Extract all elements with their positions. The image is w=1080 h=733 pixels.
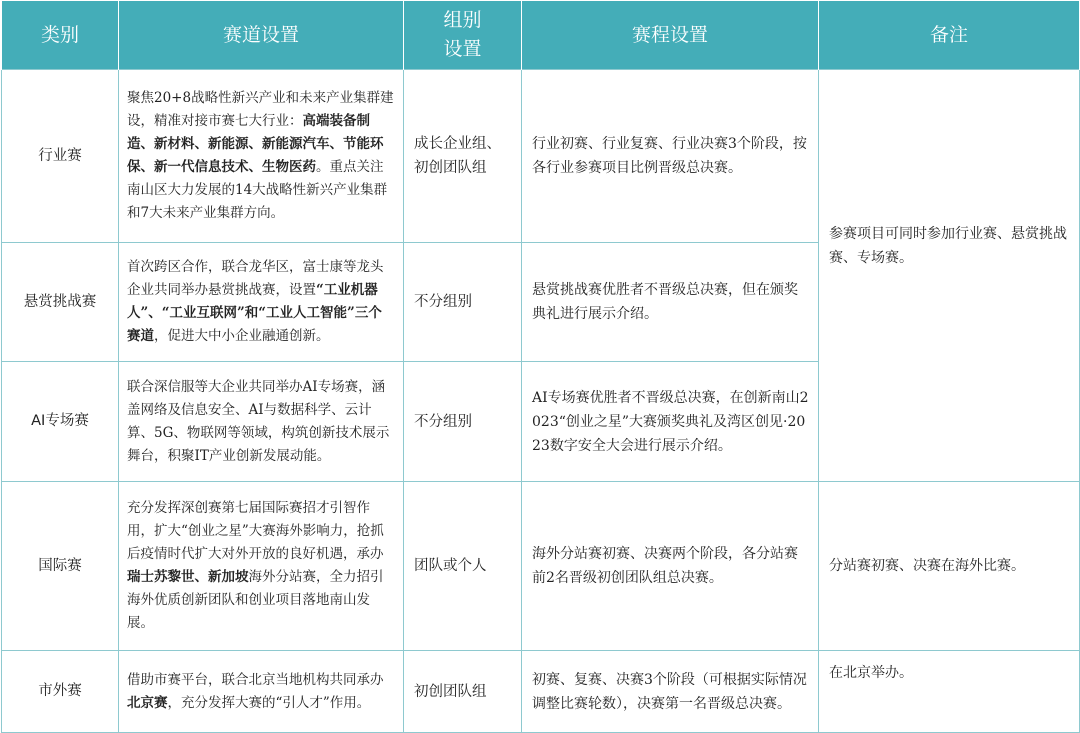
- row-track: [119, 243, 404, 362]
- track-text: ，充分发挥大赛的“引人才”作用。: [167, 694, 371, 711]
- track-text: 聚焦20+8战略性新兴产业和未来产业集群建设，精准对接市赛七大行业：: [127, 90, 394, 129]
- row-schedule: 初赛、复赛、决赛3个阶段（可根据实际情况调整比赛轮数），决赛第一名晋级总决赛。: [522, 651, 819, 733]
- row-track: [119, 70, 404, 243]
- row-schedule: 海外分站赛初赛、决赛两个阶段，各分站赛前2名晋级初创团队组总决赛。: [522, 482, 819, 651]
- header-schedule: 赛程设置: [522, 1, 819, 70]
- track-text-bold: 北京赛: [127, 694, 168, 711]
- track-text-bold: 高端装备制造、新材料、新能源、新能源汽车、节能环保、新一代信息技术、生物医药: [127, 113, 384, 175]
- header-group: [404, 1, 522, 70]
- row-track: [119, 651, 404, 733]
- row-schedule: 悬赏挑战赛优胜者不晋级总决赛，但在颁奖典礼进行展示介绍。: [522, 243, 819, 362]
- table-row: [2, 482, 1080, 651]
- header-note: 备注: [819, 1, 1080, 70]
- track-text: 充分发挥深创赛第七届国际赛招才引智作用，扩大“创业之星”大赛海外影响力，抢抓后疫情时代扩大对外开放的良好机遇，承办: [127, 500, 384, 562]
- header-category: 类别: [2, 1, 119, 70]
- header-group-line1: 组别: [443, 9, 482, 31]
- header-group-line2: 设置: [443, 38, 482, 60]
- competition-table: [1, 1, 1080, 733]
- track-text-bold: “工业机器人”、“工业互联网”和“工业人工智能”三个赛道: [127, 282, 382, 344]
- row-group: 不分组别: [404, 362, 522, 482]
- row-note: 分站赛初赛、决赛在海外比赛。: [819, 482, 1080, 651]
- row-note: 在北京举办。: [819, 651, 1080, 733]
- row-track: [119, 362, 404, 482]
- track-text: 联合深信服等大企业共同举办AI专场赛，涵盖网络及信息安全、AI与数据科学、云计算、5G、物联网等领域，构筑创新技术展示舞台，积聚IT产业创新发展动能。: [127, 378, 390, 464]
- row-category: AI专场赛: [2, 362, 119, 482]
- row-category: 国际赛: [2, 482, 119, 651]
- row-schedule: 行业初赛、行业复赛、行业决赛3个阶段，按各行业参赛项目比例晋级总决赛。: [522, 70, 819, 243]
- row-group: 初创团队组: [404, 651, 522, 733]
- track-text: 借助市赛平台，联合北京当地机构共同承办: [127, 671, 384, 688]
- header-track: 赛道设置: [119, 1, 404, 70]
- table-row: [2, 651, 1080, 733]
- header-row: [2, 1, 1080, 70]
- track-text: 海外分站赛，全力招引海外优质创新团队和创业项目落地南山发展。: [127, 569, 384, 631]
- row-track: [119, 482, 404, 651]
- track-text: ，促进大中小企业融通创新。: [154, 328, 330, 344]
- row-group: 团队或个人: [404, 482, 522, 651]
- row-group: 成长企业组、初创团队组: [404, 70, 522, 243]
- row-category: 悬赏挑战赛: [2, 243, 119, 362]
- track-text: 首次跨区合作，联合龙华区，富士康等龙头企业共同举办悬赏挑战赛，设置: [127, 259, 384, 298]
- row-group: 不分组别: [404, 243, 522, 362]
- merged-note: 参赛项目可同时参加行业赛、悬赏挑战赛、专场赛。: [819, 70, 1080, 482]
- track-text: 。重点关注南山区大力发展的14大战略性新兴产业集群和7大未来产业集群方向。: [127, 159, 388, 221]
- track-text-bold: 瑞士苏黎世、新加坡: [127, 569, 249, 585]
- row-category: 市外赛: [2, 651, 119, 733]
- table-row: [2, 70, 1080, 243]
- row-schedule: AI专场赛优胜者不晋级总决赛，在创新南山2023“创业之星”大赛颁奖典礼及湾区创见·2023数字安全大会进行展示介绍。: [522, 362, 819, 482]
- row-category: 行业赛: [2, 70, 119, 243]
